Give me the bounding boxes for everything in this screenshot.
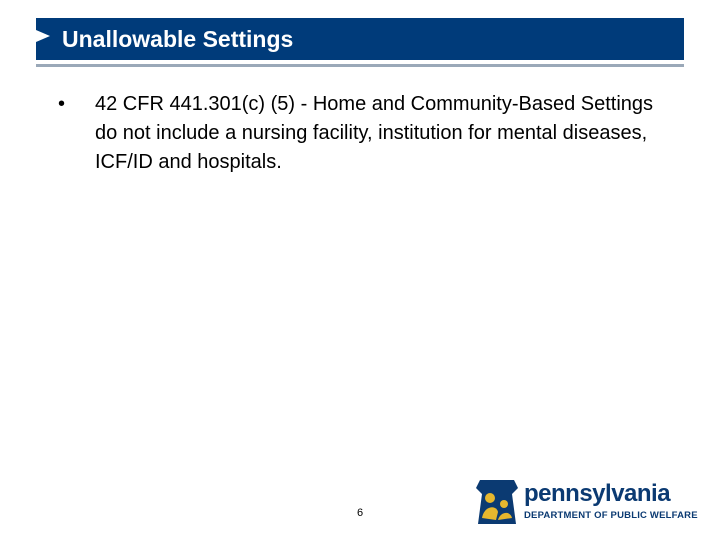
- title-arrow-icon: [36, 30, 50, 42]
- logo-department: DEPARTMENT OF PUBLIC WELFARE: [524, 510, 698, 521]
- bullet-marker: •: [58, 93, 66, 115]
- logo-wordmark: pennsylvania: [524, 480, 671, 507]
- page-number: 6: [356, 507, 364, 519]
- slide-title: Unallowable Settings: [62, 26, 294, 52]
- title-underline: [36, 64, 684, 67]
- keystone-icon: [472, 478, 522, 526]
- bullet-text: 42 CFR 441.301(c) (5) - Home and Community-Based Settings do not include a nursing facility, institution for mental diseases, ICF/ID and hospitals.: [95, 93, 654, 173]
- pa-dpw-logo: [472, 478, 698, 528]
